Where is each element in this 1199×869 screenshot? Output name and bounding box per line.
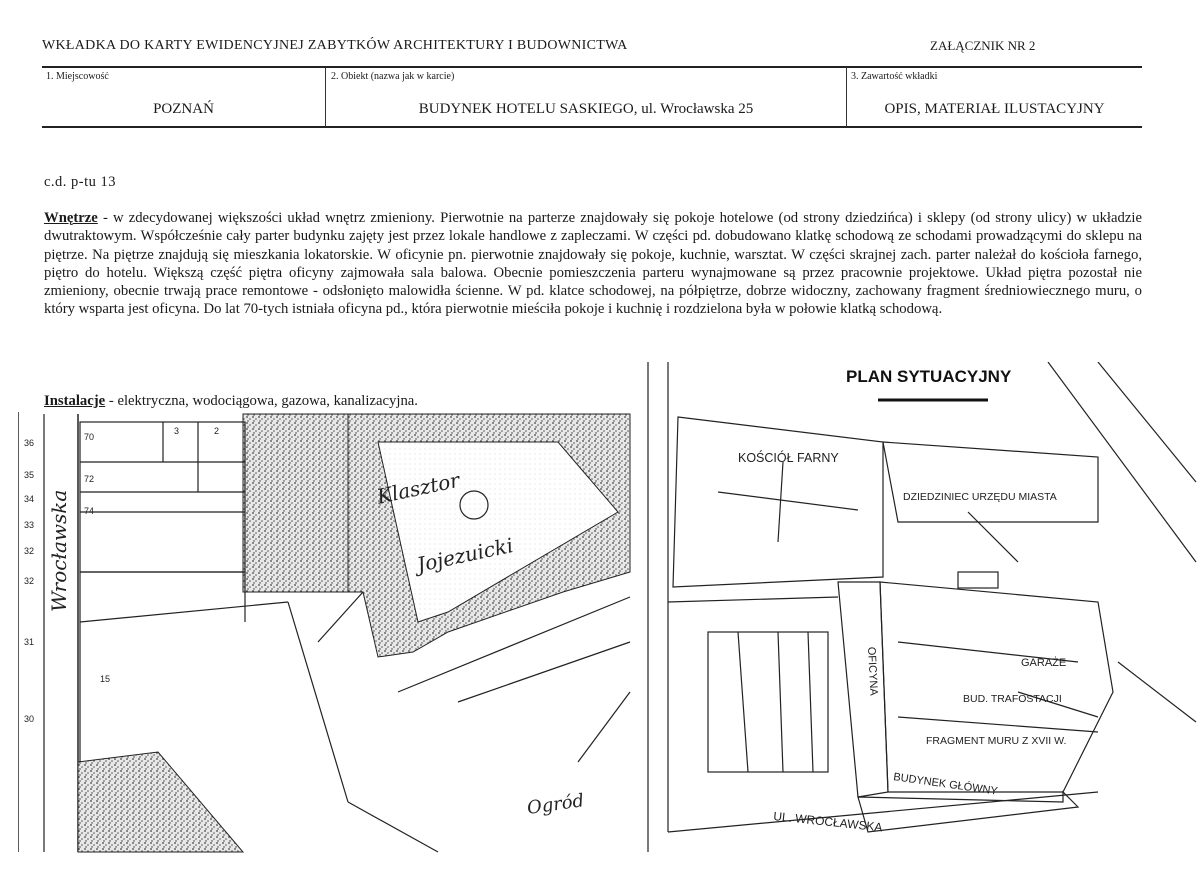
label-garages: GARAŻE (1021, 657, 1067, 669)
lot-number: 33 (24, 520, 35, 530)
column-divider (846, 67, 847, 127)
lot-number: 32 (24, 576, 35, 586)
maps-figure (18, 362, 1199, 869)
field-value-object: BUDYNEK HOTELU SASKIEGO, ul. Wrocławska 25 (418, 101, 754, 117)
lot-number: 32 (24, 546, 35, 556)
installations-text: - elektryczna, wodociągowa, gazowa, kanalizacyjna. (105, 393, 418, 409)
label-courtyard: DZIEDZINIEC URZĘDU MIASTA (903, 491, 1057, 503)
lot-number: 74 (84, 506, 95, 516)
lot-number: 31 (24, 637, 35, 647)
form-title: WKŁADKA DO KARTY EWIDENCYJNEJ ZABYTKÓW ARCHITEKTURY I BUDOWNICTWA (42, 38, 628, 53)
lot-number: 72 (84, 474, 95, 484)
label-transformer: BUD. TRAFOSTACJI (963, 693, 1062, 705)
field-value-location: POZNAŃ (153, 101, 214, 117)
lot-number: 30 (24, 714, 35, 724)
annex-number: ZAŁĄCZNIK NR 2 (930, 38, 1036, 53)
column-divider (325, 67, 326, 127)
lot-number: 36 (24, 438, 35, 448)
lot-number: 34 (24, 494, 35, 504)
field-caption-location: 1. Miejscowość (46, 71, 109, 82)
interior-heading: Wnętrze (44, 210, 98, 226)
continuation-note: c.d. p-tu 13 (44, 174, 117, 190)
label-annex: OFICYNA (865, 646, 880, 696)
interior-text: - w zdecydowanej większości układ wnętrz zmieniony. Pierwotnie na parterze znajdowały się pokoje hotelowe (od strony dziedzińca) i sklepy (od strony ulicy) w układzie dwutraktowym. Współcześnie cały parter budynku zajęty jest przez lokale handlowe z zapleczami. W części pd. dobudowano klatkę schodową ze schodami prowadzącymi do sklepu na piętrze. Na piętrze znajdują się mieszkania lokatorskie. W oficynie pn. pierwotnie znajdowały się pokoje, kuchnie, warsztat. W części skrajnej zach. parter należał do kościoła farnego, piętro do hotelu. Większą część piętra oficyny zajmowała sala balowa. Obecnie pomieszczenia parteru wynajmowane są przez pracownie projektowe. Układ piętra pozostał nie zmieniony, obecnie trwają prace remontowe - odsłonięto malowidła ścienne. W pd. klatce schodowej, na półpiętrze, dobrze widoczny, zachowany fragment średniowiecznego muru, o który wsparta jest oficyna. Do lat 70-tych istniała oficyna pd., która pierwotnie mieściła pokoje i kuchnię i rozdzielona była w połowie klatką schodową. (44, 210, 1142, 318)
monastery-label: Klasztor (374, 467, 462, 509)
header-rule-bottom (42, 126, 1142, 128)
lot-number: 35 (24, 470, 35, 480)
lot-number: 2 (214, 426, 220, 436)
installations-heading: Instalacje (44, 393, 106, 409)
garden-label: Ogród (525, 790, 586, 819)
historic-cadastral-map (18, 412, 630, 852)
situation-plan-map (648, 362, 1196, 852)
lot-number: 15 (100, 674, 111, 684)
field-caption-object: 2. Obiekt (nazwa jak w karcie) (331, 71, 455, 82)
label-church: KOŚCIÓŁ FARNY (738, 451, 839, 465)
plan-title: PLAN SYTUACYJNY (846, 367, 1012, 386)
field-caption-contents: 3. Zawartość wkładki (851, 71, 938, 82)
lot-number: 3 (174, 426, 180, 436)
monastery-label-2: Jojezuicki (414, 533, 516, 577)
label-street: UL. WROCŁAWSKA (772, 809, 884, 835)
field-value-contents: OPIS, MATERIAŁ ILUSTACYJNY (884, 101, 1105, 117)
header-rule-top (42, 66, 1142, 68)
street-name-historic: Wrocławska (47, 489, 71, 612)
lot-number: 70 (84, 432, 95, 442)
label-main-building: BUDYNEK GŁÓWNY (892, 771, 999, 798)
interior-paragraph (44, 209, 1142, 319)
label-wall-fragment: FRAGMENT MURU Z XVII W. (926, 735, 1067, 747)
